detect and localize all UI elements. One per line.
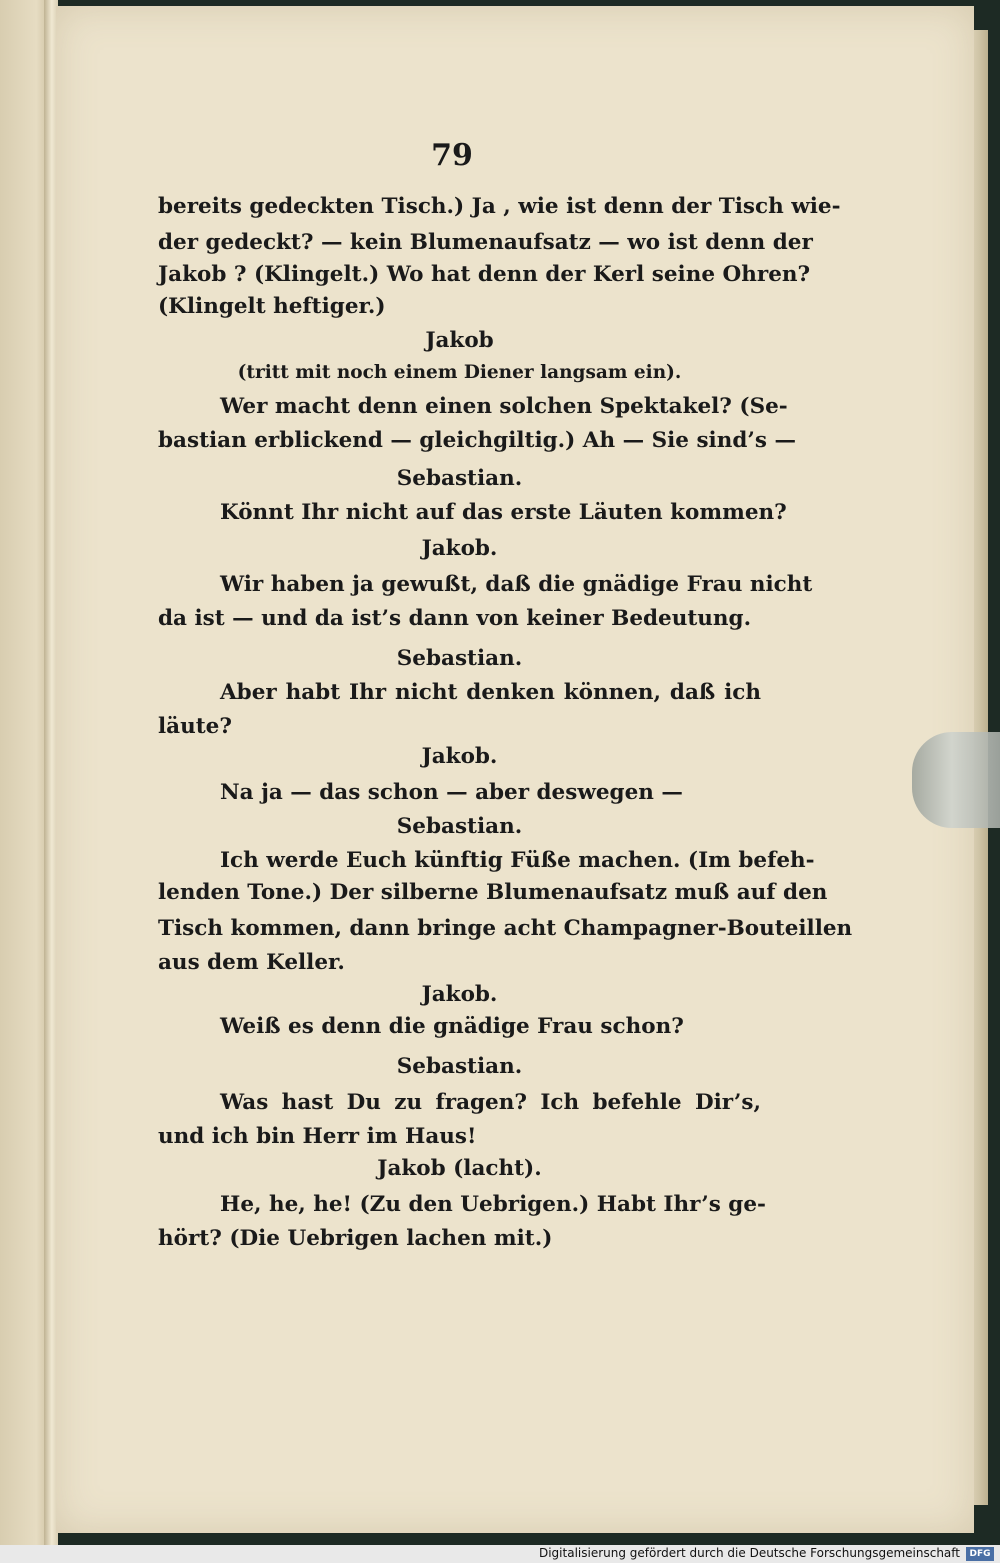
text-line: Aber habt Ihr nicht denken können, daß ich [220, 680, 761, 705]
speaker-name: Jakob. [421, 536, 498, 561]
text-line: Wer macht denn einen solchen Spektakel? (Se- [220, 394, 788, 419]
text-line: bereits gedeckten Tisch.) Ja , wie ist denn der Tisch wie- [158, 194, 841, 219]
text-line: lenden Tone.) Der silberne Blumenaufsatz muß auf den [158, 880, 828, 905]
text-line: der gedeckt? — kein Blumenaufsatz — wo ist denn der [158, 230, 813, 255]
text-line: Weiß es denn die gnädige Frau schon? [220, 1014, 684, 1039]
speaker-name: Sebastian. [396, 646, 523, 671]
footer-bar [0, 1545, 1000, 1563]
text-line: aus dem Keller. [158, 950, 345, 975]
speaker-name: Jakob. [421, 744, 498, 769]
dfg-logo: DFG [966, 1547, 994, 1561]
text-line: Was hast Du zu fragen? Ich befehle Dir’s, [220, 1090, 761, 1115]
speaker-name: Sebastian. [396, 814, 523, 839]
speaker-name: Jakob (lacht). [377, 1156, 542, 1181]
stage-direction: (tritt mit noch einem Diener langsam ein). [237, 362, 682, 383]
speaker-name: Jakob [425, 328, 494, 353]
text-line: da ist — und da ist’s dann von keiner Bedeutung. [158, 606, 752, 631]
text-line: Na ja — das schon — aber deswegen — [220, 780, 683, 805]
text-line: bastian erblickend — gleichgiltig.) Ah — Sie sind’s — [158, 428, 796, 453]
text-line: Jakob ? (Klingelt.) Wo hat denn der Kerl seine Ohren? [158, 262, 811, 287]
speaker-name: Sebastian. [396, 1054, 523, 1079]
text-line: (Klingelt heftiger.) [158, 294, 386, 319]
page-clip [912, 732, 1000, 828]
speaker-name: Jakob. [421, 982, 498, 1007]
text-line: und ich bin Herr im Haus! [158, 1124, 477, 1149]
text-line: hört? (Die Uebrigen lachen mit.) [158, 1226, 553, 1251]
text-line: Tisch kommen, dann bringe acht Champagner-Bouteillen [158, 916, 853, 941]
speaker-name: Sebastian. [396, 466, 523, 491]
text-line: Wir haben ja gewußt, daß die gnädige Frau nicht [220, 572, 813, 597]
text-line: Könnt Ihr nicht auf das erste Läuten kommen? [220, 500, 787, 525]
text-line: läute? [158, 714, 232, 739]
text-line: Ich werde Euch künftig Füße machen. (Im befeh- [220, 848, 815, 873]
footer-credit: Digitalisierung gefördert durch die Deutsche Forschungsgemeinschaft [538, 1546, 960, 1560]
page-number: 79 [431, 138, 473, 173]
text-line: He, he, he! (Zu den Uebrigen.) Habt Ihr’s ge- [220, 1192, 766, 1217]
